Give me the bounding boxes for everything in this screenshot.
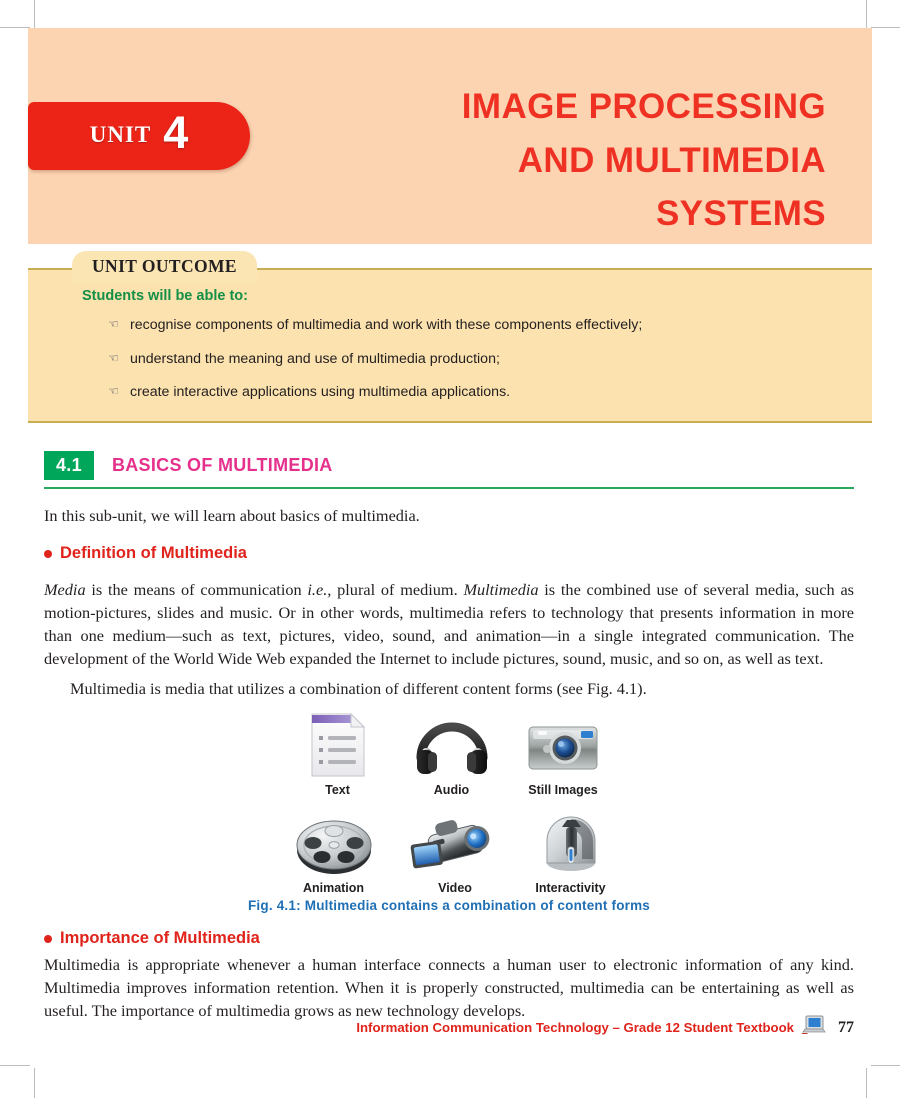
- crop-mark-bottom-right-vertical: [866, 1068, 867, 1098]
- figure-label: Still Images: [528, 783, 598, 798]
- crop-mark-top-right-horizontal: [871, 27, 900, 28]
- figure-item-interactivity: [512, 805, 630, 895]
- crop-mark-bottom-left-horizontal: [0, 1065, 30, 1066]
- page-title: BASICS OF MULTIMEDIA: [111, 454, 333, 475]
- figure-item-text: [276, 710, 399, 797]
- outcome-bottom-rule: [28, 421, 872, 423]
- film-reel-icon: [269, 808, 399, 876]
- headphones-icon-svg: [415, 718, 489, 778]
- figure-label: Animation: [302, 881, 365, 896]
- subheading-importance-of-multimedia: [44, 929, 854, 948]
- figure-label: Interactivity: [535, 881, 606, 896]
- section-basics-of-multimedia: [28, 451, 872, 1023]
- importance-paragraph: Multimedia is appropriate whenever a human interface connects a human user to electronic information of any kind. Multimedia improves information retention. When it is properly constructed, multimedia can be entertaining as well as useful. The importance of multimedia grows as new technology develops.: [44, 955, 854, 1020]
- textbook-page: [28, 28, 872, 1050]
- unit-header-banner: [28, 28, 872, 244]
- figure-label: Audio: [433, 783, 470, 798]
- subheading-label: Importance of Multimedia: [60, 929, 260, 948]
- subheading-label: Definition of Multimedia: [60, 544, 247, 563]
- figure-item-video: [399, 808, 512, 895]
- list-item: [108, 382, 842, 403]
- camera-icon-svg: [527, 721, 599, 773]
- camcorder-icon-svg: [410, 816, 500, 876]
- figure-caption: Fig. 4.1: Multimedia contains a combination of content forms: [247, 898, 651, 914]
- crop-mark-top-left-vertical: [34, 0, 35, 30]
- document-icon-svg: [308, 712, 368, 778]
- paragraph-text: is the combined use of several media, such as motion-pictures, slides and music. Or in other words, multimedia refers to technology that presents information in more than one medium—such as text, pictures, video, sound, and animation—in a single integrated communication. The development of the World Wide Web expanded the Internet to include pictures, sound, music, and so on, as well as text.: [44, 580, 855, 668]
- crop-mark-bottom-left-vertical: [34, 1068, 35, 1098]
- unit-number-badge: [28, 102, 250, 170]
- figure-item-still-images: [504, 713, 622, 797]
- bullet-dot-icon: [44, 935, 52, 943]
- unit-title-line-3: SYSTEMS: [655, 194, 826, 234]
- paragraph-text: is the means of communication: [85, 580, 308, 600]
- headphones-icon: [399, 710, 504, 778]
- unit-title-line-1: IMAGE PROCESSING: [461, 87, 826, 126]
- bullet-dot-icon: [44, 550, 52, 558]
- figure-row-2: [44, 805, 854, 895]
- figure-4-1: [44, 710, 854, 913]
- footer-title: Information Communication Technology – Grade 12 Student Textbook: [356, 1020, 794, 1035]
- page-number: 77: [838, 1018, 854, 1036]
- unit-title-line-2: AND MULTIMEDIA: [517, 140, 826, 180]
- emphasised-term: i.e.,: [307, 580, 332, 600]
- camcorder-icon: [399, 808, 512, 876]
- document-icon: [276, 710, 399, 778]
- figure-item-animation: [269, 808, 399, 895]
- section-intro-paragraph: In this sub-unit, we will learn about basics of multimedia.: [44, 506, 420, 526]
- list-item: [108, 349, 842, 370]
- unit-outcome-body: [28, 270, 872, 421]
- page-footer: [44, 1015, 854, 1040]
- outcome-item-text: create interactive applications using multimedia applications.: [130, 384, 511, 401]
- joystick-icon-svg: [542, 811, 600, 873]
- definition-paragraph: [44, 579, 854, 670]
- subheading-definition-of-multimedia: [44, 544, 854, 563]
- hand-pointer-icon: ☞: [108, 350, 119, 365]
- figure-label: Video: [438, 881, 472, 896]
- crop-mark-top-right-vertical: [866, 0, 867, 30]
- camera-icon: [504, 713, 622, 773]
- outcome-list: [68, 315, 842, 403]
- outcome-lead-text: Students will be able to:: [82, 288, 248, 304]
- unit-outcome-tab: UNIT OUTCOME: [72, 251, 257, 283]
- crop-mark-top-left-horizontal: [0, 27, 30, 28]
- emphasised-term: Multimedia: [463, 580, 539, 600]
- figure-row-1: [44, 710, 854, 797]
- section-underline-rule: [44, 487, 854, 489]
- list-item: [108, 315, 842, 336]
- laptop-icon: [801, 1015, 827, 1040]
- emphasised-term: Media: [44, 580, 86, 600]
- definition-paragraph-2: Multimedia is media that utilizes a combination of different content forms (see Fig. 4.1).: [70, 678, 647, 698]
- figure-item-audio: [399, 710, 504, 797]
- film-reel-icon-svg: [294, 814, 374, 876]
- outcome-item-text: recognise components of multimedia and work with these components effectively;: [130, 317, 643, 333]
- section-heading: [44, 451, 854, 481]
- unit-title: [266, 80, 826, 241]
- laptop-icon-svg: [801, 1015, 827, 1035]
- figure-label: Text: [325, 783, 350, 798]
- hand-pointer-icon: ☞: [108, 384, 119, 399]
- crop-mark-bottom-right-horizontal: [871, 1065, 900, 1066]
- unit-badge-word: UNIT: [89, 122, 152, 147]
- section-number-badge: 4.1: [44, 451, 94, 481]
- paragraph-text: plural of medium.: [331, 580, 464, 600]
- hand-pointer-icon: ☞: [108, 317, 119, 331]
- unit-outcome-section: [28, 256, 872, 423]
- outcome-item-text: understand the meaning and use of multimedia production;: [130, 350, 500, 367]
- joystick-icon: [512, 805, 630, 873]
- unit-badge-number: 4: [163, 106, 189, 158]
